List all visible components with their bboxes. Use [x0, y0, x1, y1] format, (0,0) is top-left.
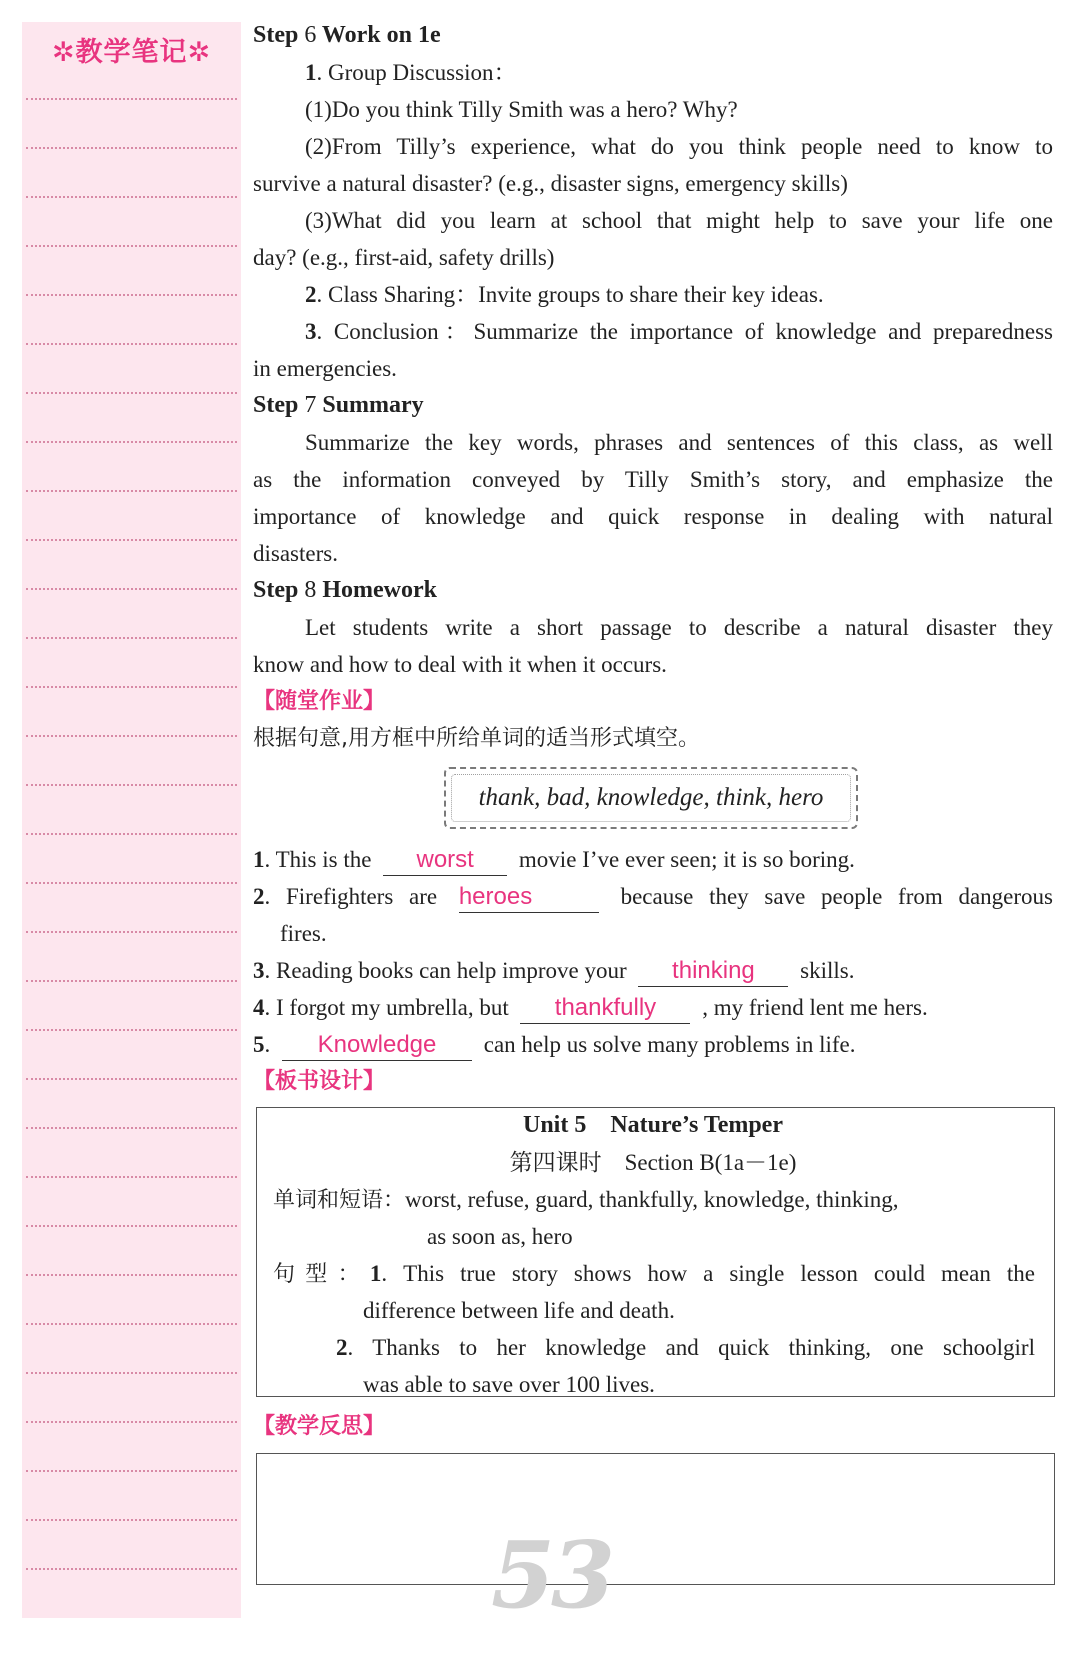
note-line: [26, 882, 237, 884]
note-line: [26, 1421, 237, 1423]
board-vocab-line2: as soon as, hero: [427, 1224, 573, 1249]
note-line: [26, 490, 237, 492]
exercise-item-5: 5. Knowledge can help us solve many problems in life.: [253, 1026, 1053, 1063]
answer-blank: worst: [383, 845, 507, 876]
exercise-item-2-cont: fires.: [280, 921, 327, 946]
note-line: [26, 539, 237, 541]
exercise-item-1: 1. This is the worst movie I’ve ever seen; it is so boring.: [253, 841, 1053, 878]
note-line: [26, 735, 237, 737]
summary-line2: as the information conveyed by Tilly Smith’s story, and emphasize the: [253, 467, 1053, 492]
note-line: [26, 441, 237, 443]
note-line: [26, 147, 237, 149]
board-pattern-line2: difference between life and death.: [363, 1298, 675, 1323]
exercise-instruction: 根据句意,用方框中所给单词的适当形式填空。: [253, 726, 700, 751]
board-pattern-line3: 2. Thanks to her knowledge and quick thinking, one schoolgirl: [336, 1335, 1035, 1360]
note-line: [26, 980, 237, 982]
note-line: [26, 833, 237, 835]
board-design-heading: 【板书设计】: [253, 1069, 386, 1094]
homework-line1: Let students write a short passage to describe a natural disaster they: [305, 615, 1053, 640]
note-line: [26, 245, 237, 247]
discussion-q2-line1: (2)From Tilly’s experience, what do you think people need to know to: [305, 134, 1053, 159]
note-line: [26, 1127, 237, 1129]
answer-blank: Knowledge: [282, 1030, 472, 1061]
note-line: [26, 98, 237, 100]
board-pattern-line4: was able to save over 100 lives.: [363, 1372, 655, 1397]
exercise-item-3: 3. Reading books can help improve your thinking skills.: [253, 952, 1053, 989]
step7-heading: Step 7 Summary: [253, 392, 424, 418]
note-line: [26, 392, 237, 394]
teaching-notes-column: [22, 22, 241, 1618]
note-line: [26, 1274, 237, 1276]
answer-blank: heroes: [459, 882, 599, 913]
exercise-item-2: 2. Firefighters are heroes because they save people from dangerous: [253, 878, 1053, 915]
step6-item3-line1: 3. Conclusion：Summarize the importance of knowledge and preparedness: [305, 319, 1053, 344]
note-line: [26, 294, 237, 296]
note-line: [26, 931, 237, 933]
answer-blank: thankfully: [520, 993, 690, 1024]
board-pattern-line1: 句型：1. This true story shows how a single lesson could mean the: [273, 1261, 1035, 1287]
exercise-item-4: 4. I forgot my umbrella, but thankfully , my friend lent me hers.: [253, 989, 1053, 1026]
note-line: [26, 196, 237, 198]
board-subtitle: 第四课时 Section B(1a－1e): [509, 1150, 797, 1175]
note-line: [26, 343, 237, 345]
answer-blank: thinking: [638, 956, 788, 987]
board-title: Unit 5 Nature’s Temper: [523, 1112, 783, 1138]
page-number: 53: [490, 1521, 612, 1629]
note-line: [26, 1323, 237, 1325]
note-line: [26, 686, 237, 688]
discussion-q3-line2: day? (e.g., first-aid, safety drills): [253, 245, 555, 270]
note-line: [26, 1470, 237, 1472]
discussion-q1: (1)Do you think Tilly Smith was a hero? Why?: [305, 97, 738, 122]
note-line: [26, 1176, 237, 1178]
notes-title: ✲教学笔记✲: [51, 37, 212, 68]
homework-line2: know and how to deal with it when it occurs.: [253, 652, 667, 677]
note-line: [26, 588, 237, 590]
reflection-box: [256, 1453, 1055, 1585]
board-vocab-line1: 单词和短语：worst, refuse, guard, thankfully, knowledge, thinking,: [273, 1187, 899, 1213]
note-line: [26, 1519, 237, 1521]
discussion-q3-line1: (3)What did you learn at school that might help to save your life one: [305, 208, 1053, 233]
step6-item2: 2. Class Sharing：Invite groups to share their key ideas.: [305, 282, 824, 307]
step6-heading: Step 6 Work on 1e: [253, 22, 441, 48]
summary-line1: Summarize the key words, phrases and sentences of this class, as well: [305, 430, 1053, 455]
note-line: [26, 784, 237, 786]
step6-item3-line2: in emergencies.: [253, 356, 397, 381]
summary-line3: importance of knowledge and quick response in dealing with natural: [253, 504, 1053, 529]
step6-item1: 1. Group Discussion：: [305, 60, 517, 85]
note-line: [26, 637, 237, 639]
note-line: [26, 1568, 237, 1570]
reflection-heading: 【教学反思】: [253, 1414, 386, 1439]
word-box: thank, bad, knowledge, think, hero: [444, 767, 858, 829]
note-line: [26, 1225, 237, 1227]
note-line: [26, 1029, 237, 1031]
note-line: [26, 1372, 237, 1374]
summary-line4: disasters.: [253, 541, 338, 566]
step8-heading: Step 8 Homework: [253, 577, 437, 603]
lesson-content: [253, 0, 1053, 1661]
homework-section-heading: 【随堂作业】: [253, 689, 386, 714]
note-line: [26, 1078, 237, 1080]
discussion-q2-line2: survive a natural disaster? (e.g., disaster signs, emergency skills): [253, 171, 848, 196]
